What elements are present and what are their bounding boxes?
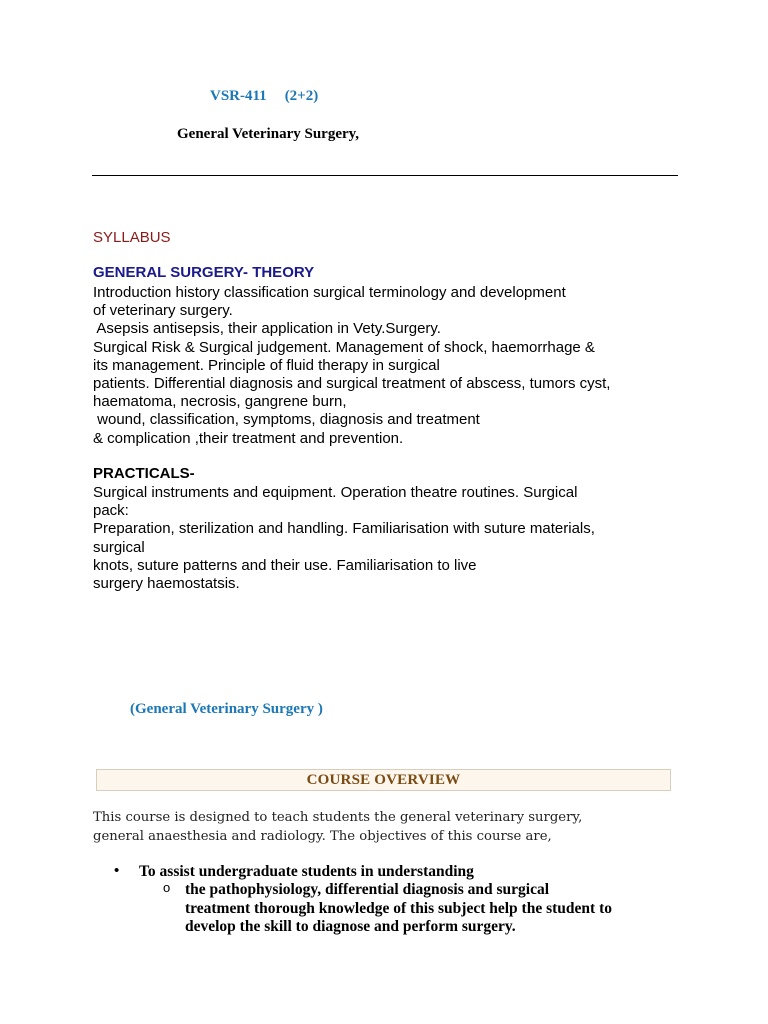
theory-line: of veterinary surgery. [93,302,233,320]
sub-bullet-line: treatment thorough knowledge of this subject help the student to [185,899,612,917]
theory-line: Asepsis antisepsis, their application in Vety.Surgery. [93,320,441,338]
practicals-line: surgical [93,538,145,556]
practicals-line: Surgical instruments and equipment. Operation theatre routines. Surgical [93,484,578,501]
theory-text [93,284,610,448]
theory-heading: GENERAL SURGERY- THEORY [93,264,315,281]
theory-line: wound, classification, symptoms, diagnosis and treatment [93,411,480,429]
course-title: General Veterinary Surgery, [177,126,360,142]
objective-sub-bullet [185,881,612,937]
theory-line: patients. Differential diagnosis and surgical treatment of abscess, tumors cyst, [93,375,611,393]
practicals-text [93,484,595,593]
theory-line: its management. Principle of fluid therapy in surgical [93,356,440,374]
course-code-line [210,88,318,105]
practicals-heading: PRACTICALS- [93,465,195,482]
bullet-circle-icon: o [163,880,171,895]
theory-line: Surgical Risk & Surgical judgement. Management of shock, haemorrhage & [93,338,595,356]
sub-bullet-line: the pathophysiology, differential diagnosis and surgical [185,881,550,898]
practicals-line: knots, suture patterns and their use. Familiarisation to live [93,556,477,574]
intro-line: general anaesthesia and radiology. The objectives of this course are, [93,829,552,844]
course-subtitle: (General Veterinary Surgery ) [130,701,323,717]
course-code: VSR-411 [210,88,267,104]
syllabus-label: SYLLABUS [93,229,171,246]
intro-line: This course is designed to teach students the general veterinary surgery, [93,810,583,825]
sub-bullet-line: develop the skill to diagnose and perform surgery. [185,918,516,935]
objective-bullet: To assist undergraduate students in understanding [139,863,474,880]
practicals-line: pack: [93,502,129,520]
bullet-dot-icon: • [114,862,120,879]
practicals-line: Preparation, sterilization and handling. Familiarisation with suture materials, [93,520,595,538]
course-credits: (2+2) [284,88,319,104]
practicals-line: surgery haemostatsis. [93,575,240,593]
theory-line: & complication ,their treatment and prevention. [93,429,404,447]
course-overview-heading: COURSE OVERVIEW [96,769,671,791]
overview-intro [93,808,582,846]
theory-line: Introduction history classification surgical terminology and development [93,284,566,301]
theory-line: haematoma, necrosis, gangrene burn, [93,393,347,411]
header-divider [92,175,678,176]
